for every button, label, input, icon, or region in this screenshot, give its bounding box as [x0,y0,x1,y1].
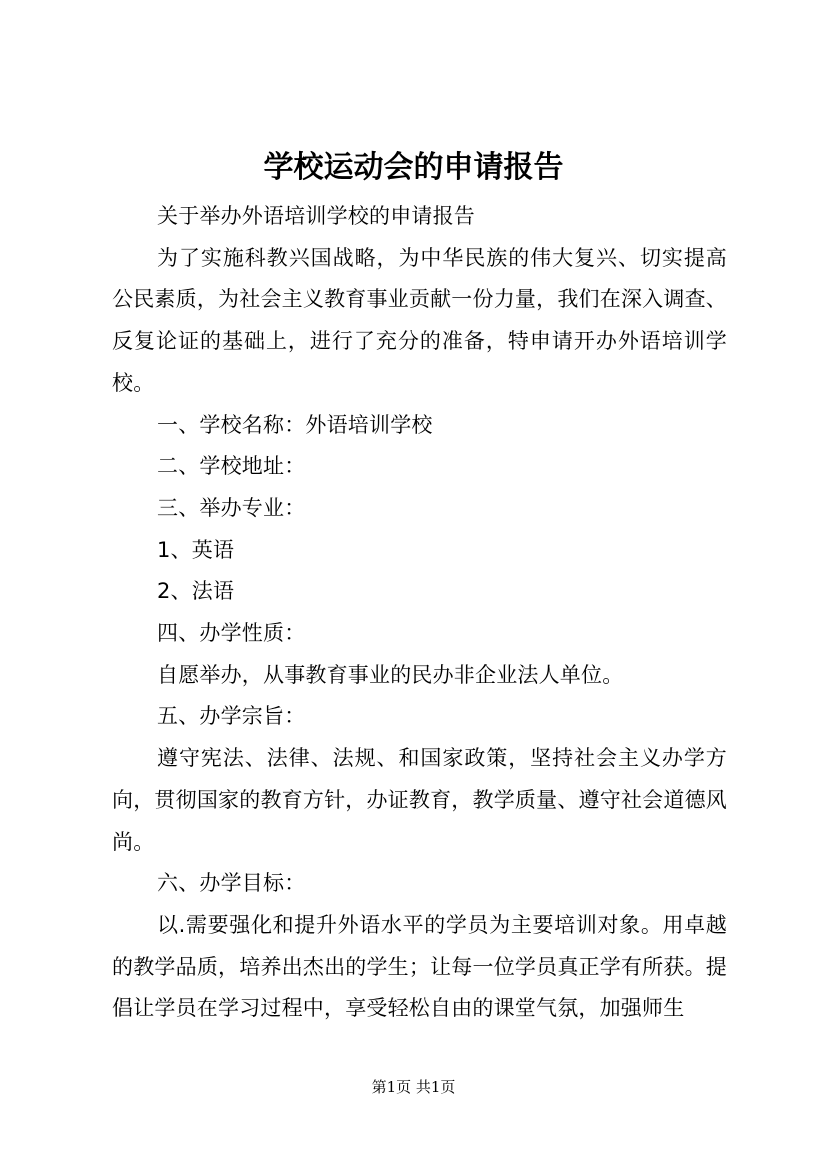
paragraph-school-address: 二、学校地址： [157,454,306,479]
paragraph-intro: 为了实施科教兴国战略，为中华民族的伟大复兴、切实提高公民素质，为社会主义教育事业贡献一份力量，我们在深入调查、反复论证的基础上，进行了充分的准备，特申请开办外语培训学校。 [112,245,727,395]
page-number-footer: 第1页 共1页 [371,1078,456,1096]
paragraph-goals-text: 以.需要强化和提升外语水平的学员为主要培训对象。用卓越的教学品质，培养出杰出的学生；让每一位学员真正学有所获。提倡让学员在学习过程中，享受轻松自由的课堂气氛，加强师生 [112,912,727,1021]
paragraph-school-name: 一、学校名称：外语培训学校 [157,412,433,437]
paragraph-major-english: 1、英语 [157,537,235,562]
paragraph-nature-text: 自愿举办，从事教育事业的民办非企业法人单位。 [157,662,624,687]
paragraph-subtitle: 关于举办外语培训学校的申请报告 [157,204,475,228]
paragraph-nature-heading: 四、办学性质： [157,621,306,646]
paragraph-goals-heading: 六、办学目标： [157,871,306,896]
document-body [112,196,727,1030]
document-title: 学校运动会的申请报告 [263,150,564,185]
paragraph-major-french: 2、法语 [157,579,235,604]
paragraph-purpose-text: 遵守宪法、法律、法规、和国家政策，坚持社会主义办学方向，贯彻国家的教育方针，办证教育，教学质量、遵守社会道德风尚。 [112,746,727,854]
paragraph-majors-heading: 三、举办专业： [157,495,306,520]
paragraph-purpose-heading: 五、办学宗旨： [157,704,306,729]
